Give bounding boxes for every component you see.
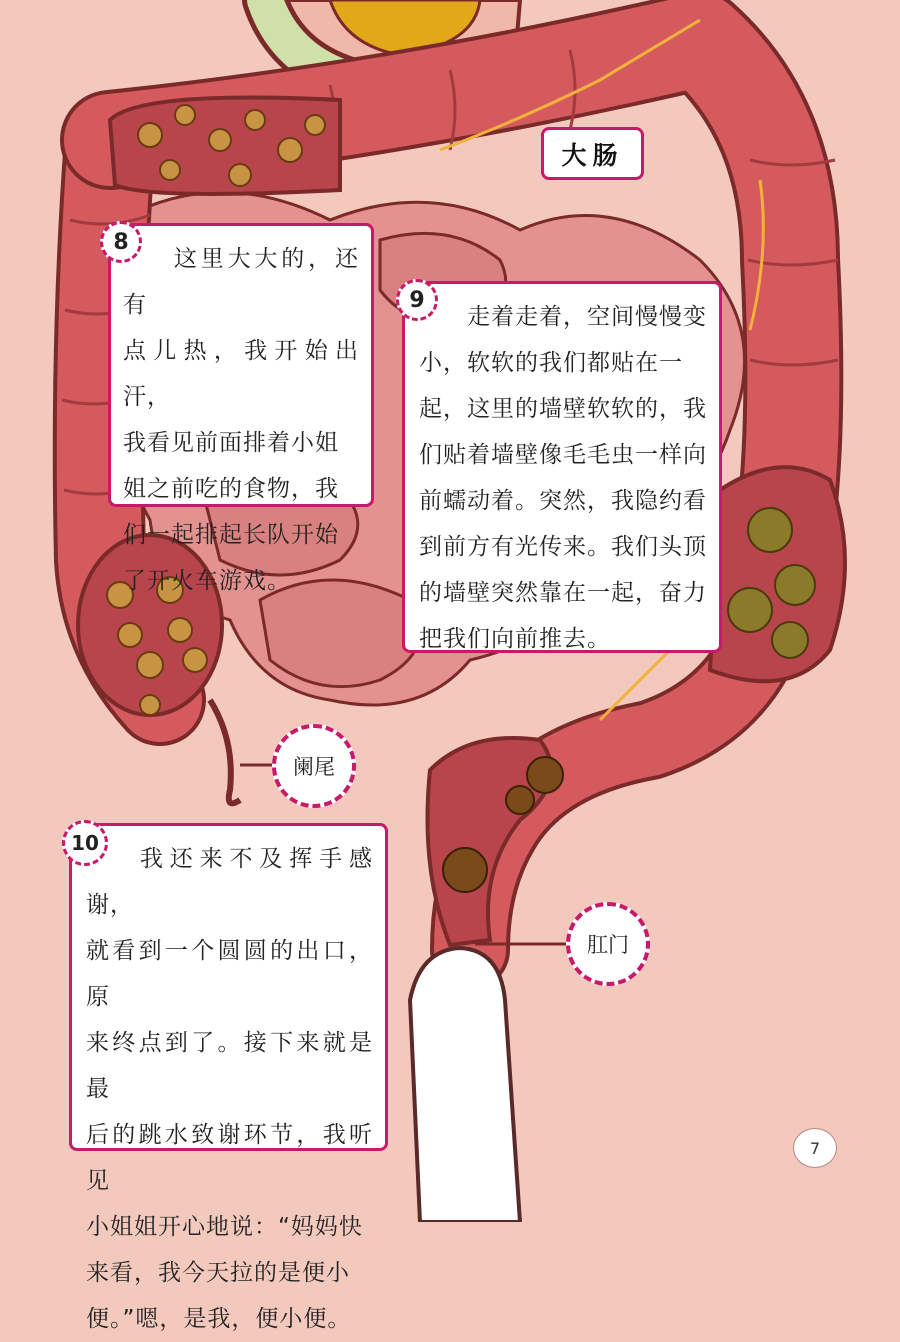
step-9-line-6: 到前方有光传来。我们头顶 bbox=[419, 534, 707, 560]
step-10-line-5: 小姐姐开心地说：“妈妈快 bbox=[86, 1214, 363, 1240]
step-8-text bbox=[123, 236, 359, 604]
step-9-text bbox=[419, 294, 707, 662]
step-8-line-6: 了开火车游戏。 bbox=[123, 568, 291, 594]
step-8-number-badge: 8 bbox=[100, 221, 142, 263]
step-9-line-2: 小，软软的我们都贴在一 bbox=[419, 350, 683, 376]
step-10-line-6: 来看，我今天拉的是便小 bbox=[86, 1260, 350, 1286]
step-8-line-2: 点儿热，我开始出汗， bbox=[123, 338, 359, 410]
step-10-textbox bbox=[69, 823, 388, 1332]
step-8-line-5: 们一起排起长队开始 bbox=[123, 522, 339, 548]
anus-label: 肛门 bbox=[566, 902, 650, 986]
step-9-line-3: 起，这里的墙壁软软的，我 bbox=[419, 396, 707, 422]
step-10-line-4: 后的跳水致谢环节，我听见 bbox=[86, 1122, 373, 1194]
step-10-line-1: 我还来不及挥手感谢， bbox=[86, 846, 373, 918]
large-intestine-label: 大肠 bbox=[541, 127, 644, 180]
step-9-line-1: 走着走着，空间慢慢变 bbox=[467, 304, 707, 330]
step-9-line-8: 把我们向前推去。 bbox=[419, 626, 611, 652]
step-9-textbox bbox=[402, 281, 722, 653]
step-8-line-1: 这里大大的，还有 bbox=[123, 246, 359, 318]
step-9-line-7: 的墙壁突然靠在一起，奋力 bbox=[419, 580, 707, 606]
step-8-textbox bbox=[108, 223, 374, 594]
step-9-number-badge: 9 bbox=[396, 279, 438, 321]
appendix-label: 阑尾 bbox=[272, 724, 356, 808]
step-9-line-5: 前蠕动着。突然，我隐约看 bbox=[419, 488, 707, 514]
step-8-line-4: 姐之前吃的食物，我 bbox=[123, 476, 339, 502]
step-10-line-7: 便。”嗯，是我，便小便。 bbox=[86, 1306, 352, 1332]
step-10-line-3: 来终点到了。接下来就是最 bbox=[86, 1030, 373, 1102]
page-number: 7 bbox=[793, 1128, 837, 1168]
step-10-number-badge: 10 bbox=[62, 820, 108, 866]
step-10-text bbox=[86, 836, 373, 1342]
step-9-line-4: 们贴着墙壁像毛毛虫一样向 bbox=[419, 442, 707, 468]
step-10-line-2: 就看到一个圆圆的出口，原 bbox=[86, 938, 373, 1010]
step-8-line-3: 我看见前面排着小姐 bbox=[123, 430, 339, 456]
